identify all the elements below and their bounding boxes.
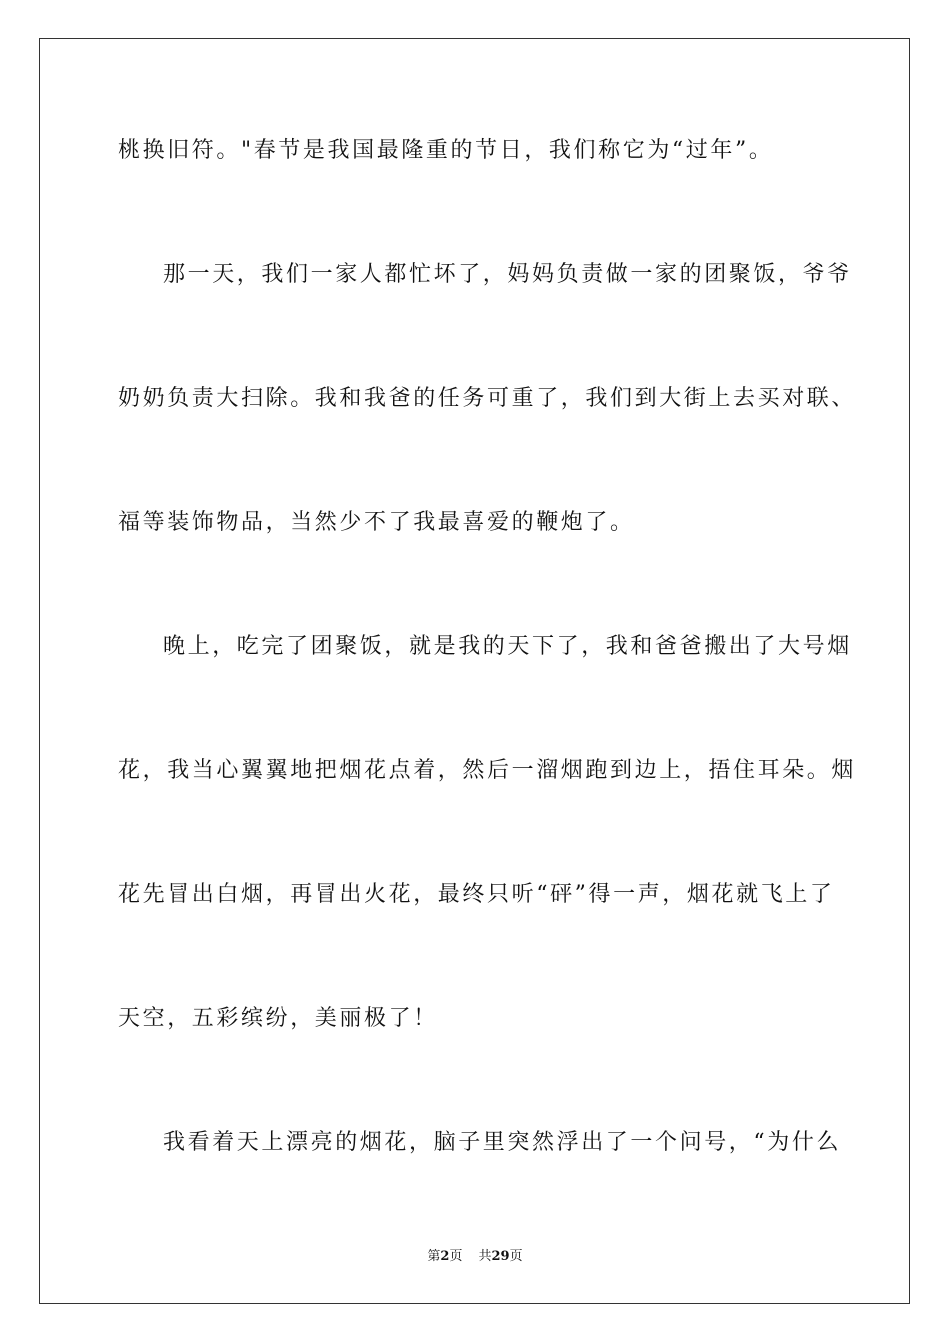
text-line-5: 晚上，吃完了团聚饭，就是我的天下了，我和爸爸搬出了大号烟 [163, 634, 852, 659]
current-page-number: 2 [440, 1249, 450, 1264]
total-pages-number: 29 [491, 1249, 510, 1264]
text-line-1: 桃换旧符。"春节是我国最隆重的节日，我们称它为“过年”。 [118, 138, 774, 163]
text-line-7: 花先冒出白烟，再冒出火花，最终只听“砰”得一声，烟花就飞上了 [118, 882, 835, 907]
total-suffix: 页 [509, 1249, 523, 1264]
page-border [39, 38, 910, 1304]
page-suffix: 页 [449, 1249, 463, 1264]
text-line-6: 花，我当心翼翼地把烟花点着，然后一溜烟跑到边上，捂住耳朵。烟 [118, 758, 857, 783]
text-line-4: 福等装饰物品，当然少不了我最喜爱的鞭炮了。 [118, 510, 635, 535]
text-line-8: 天空，五彩缤纷，美丽极了！ [118, 1006, 438, 1031]
text-line-2: 那一天，我们一家人都忙坏了，妈妈负责做一家的团聚饭，爷爷 [163, 262, 852, 287]
text-line-3: 奶奶负责大扫除。我和我爸的任务可重了，我们到大街上去买对联、 [118, 386, 857, 411]
total-prefix: 共 [478, 1249, 492, 1264]
page-footer [0, 1248, 950, 1266]
page-prefix: 第 [427, 1249, 441, 1264]
text-line-9: 我看着天上漂亮的烟花，脑子里突然浮出了一个问号，“为什么 [163, 1130, 842, 1155]
